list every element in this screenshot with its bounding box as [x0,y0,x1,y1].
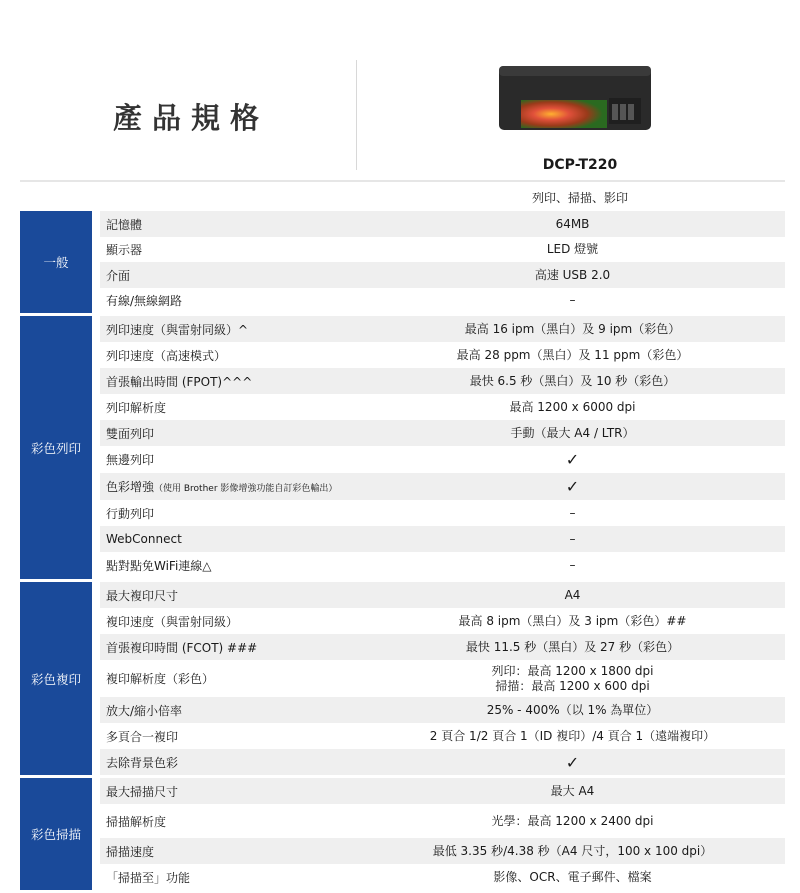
spec-row [100,723,785,749]
spec-label: 雙面列印 [106,426,155,441]
spec-row [100,697,785,723]
spec-row [100,778,785,804]
spec-value: 手動（最大 A4 / LTR） [510,425,635,440]
spec-value: – [569,558,576,572]
spec-label: 點對點免WiFi連線△ [106,559,212,573]
spec-label: 有線/無線網路 [106,294,183,308]
spec-label: 放大/縮小倍率 [106,703,183,718]
check-icon: ✓ [565,752,580,772]
spec-row [100,316,785,342]
spec-label: 行動列印 [106,506,155,521]
spec-label-main: 色彩增強 [106,480,155,494]
spec-row [100,552,785,579]
section-rows [100,316,785,579]
spec-row [100,749,785,775]
spec-row [100,500,785,526]
spec-label: 記憶體 [106,217,143,232]
spec-row [100,838,785,864]
spec-row [100,288,785,313]
spec-header [0,0,800,205]
section-rows [100,211,785,313]
spec-row [100,446,785,473]
spec-row [100,368,785,394]
spec-label: 顯示器 [106,243,143,257]
spec-value: – [569,531,576,546]
spec-row [100,634,785,660]
spec-row [100,342,785,368]
spec-row [100,526,785,552]
spec-value: 最低 3.35 秒/4.38 秒（A4 尺寸，100 x 100 dpi） [432,843,713,858]
printer-image [497,62,653,132]
check-icon: ✓ [565,450,580,469]
spec-label: 列印速度（與雷射同級）^ [106,322,249,337]
spec-value: 最大 A4 [550,783,595,798]
spec-value: LED 燈號 [546,242,599,256]
section-label: 一般 [20,211,92,313]
model-name: DCP-T220 [542,157,618,173]
section-label: 彩色複印 [20,582,92,775]
header-divider [356,60,357,170]
spec-label: 「掃描至」功能 [106,870,191,885]
spec-value: 最高 8 ipm（黑白）及 3 ipm（彩色）## [458,613,687,628]
spec-value: – [569,293,576,307]
spec-row [100,237,785,262]
spec-label: 介面 [106,268,131,283]
spec-value: 25% - 400%（以 1% 為單位） [486,702,659,717]
section-color-copy [20,582,785,775]
spec-value [360,664,785,694]
section-rows [100,778,785,890]
spec-value: A4 [564,587,581,602]
spec-label-note: （使用 Brother 影像增強功能自訂彩色輸出） [154,484,338,494]
section-color-scan [20,778,785,890]
spec-label: 最大複印尺寸 [106,588,179,603]
spec-row [100,582,785,608]
spec-value-line: 掃描：最高 1200 x 600 dpi [495,678,650,693]
spec-value: 64MB [555,216,590,231]
spec-row [100,394,785,420]
spec-label: 最大掃描尺寸 [106,784,179,799]
spec-value: 影像、OCR、電子郵件、檔案 [493,869,652,884]
page-title: 產品規格 [113,101,270,135]
spec-row [100,262,785,288]
spec-value: 高速 USB 2.0 [534,267,611,282]
spec-label: 首張輸出時間 (FPOT)^^^ [106,374,253,389]
spec-row [100,211,785,237]
spec-value: 最快 11.5 秒（黑白）及 27 秒（彩色） [465,639,680,654]
spec-value-line: 列印：最高 1200 x 1800 dpi [491,663,654,678]
spec-value: 光學：最高 1200 x 2400 dpi [491,813,654,828]
spec-value: – [569,505,576,520]
spec-label: 掃描速度 [106,844,155,859]
spec-label: WebConnect [106,532,182,546]
spec-row [100,660,785,697]
spec-label: 列印解析度 [106,400,167,415]
spec-label: 列印速度（高速模式） [106,348,227,363]
spec-row [100,804,785,838]
header-rule [20,180,785,182]
spec-row [100,473,785,500]
spec-label: 複印速度（與雷射同級） [106,614,239,629]
spec-label: 無邊列印 [106,453,155,467]
spec-label: 複印解析度（彩色） [106,672,215,686]
spec-label: 去除背景色彩 [106,755,179,770]
spec-value: 最高 16 ipm（黑白）及 9 ipm（彩色） [464,321,681,336]
section-label: 彩色列印 [20,316,92,579]
spec-row [100,864,785,890]
section-general [20,211,785,313]
section-rows [100,582,785,775]
spec-table [20,211,785,893]
spec-label: 首張複印時間 (FCOT) ### [106,640,258,655]
model-functions: 列印、掃描、影印 [531,191,628,205]
check-icon: ✓ [565,477,580,496]
spec-label: 掃描解析度 [106,814,167,829]
spec-value: 最高 1200 x 6000 dpi [509,399,636,414]
spec-label [100,478,360,495]
spec-row [100,608,785,634]
spec-label: 多頁合一複印 [106,729,179,744]
section-color-print [20,316,785,579]
spec-value: 最高 28 ppm（黑白）及 11 ppm（彩色） [456,347,689,362]
spec-value: 最快 6.5 秒（黑白）及 10 秒（彩色） [469,373,676,388]
spec-value: 2 頁合 1/2 頁合 1（ID 複印）/4 頁合 1（遠端複印） [429,728,716,743]
spec-row [100,420,785,446]
section-label: 彩色掃描 [20,778,92,890]
